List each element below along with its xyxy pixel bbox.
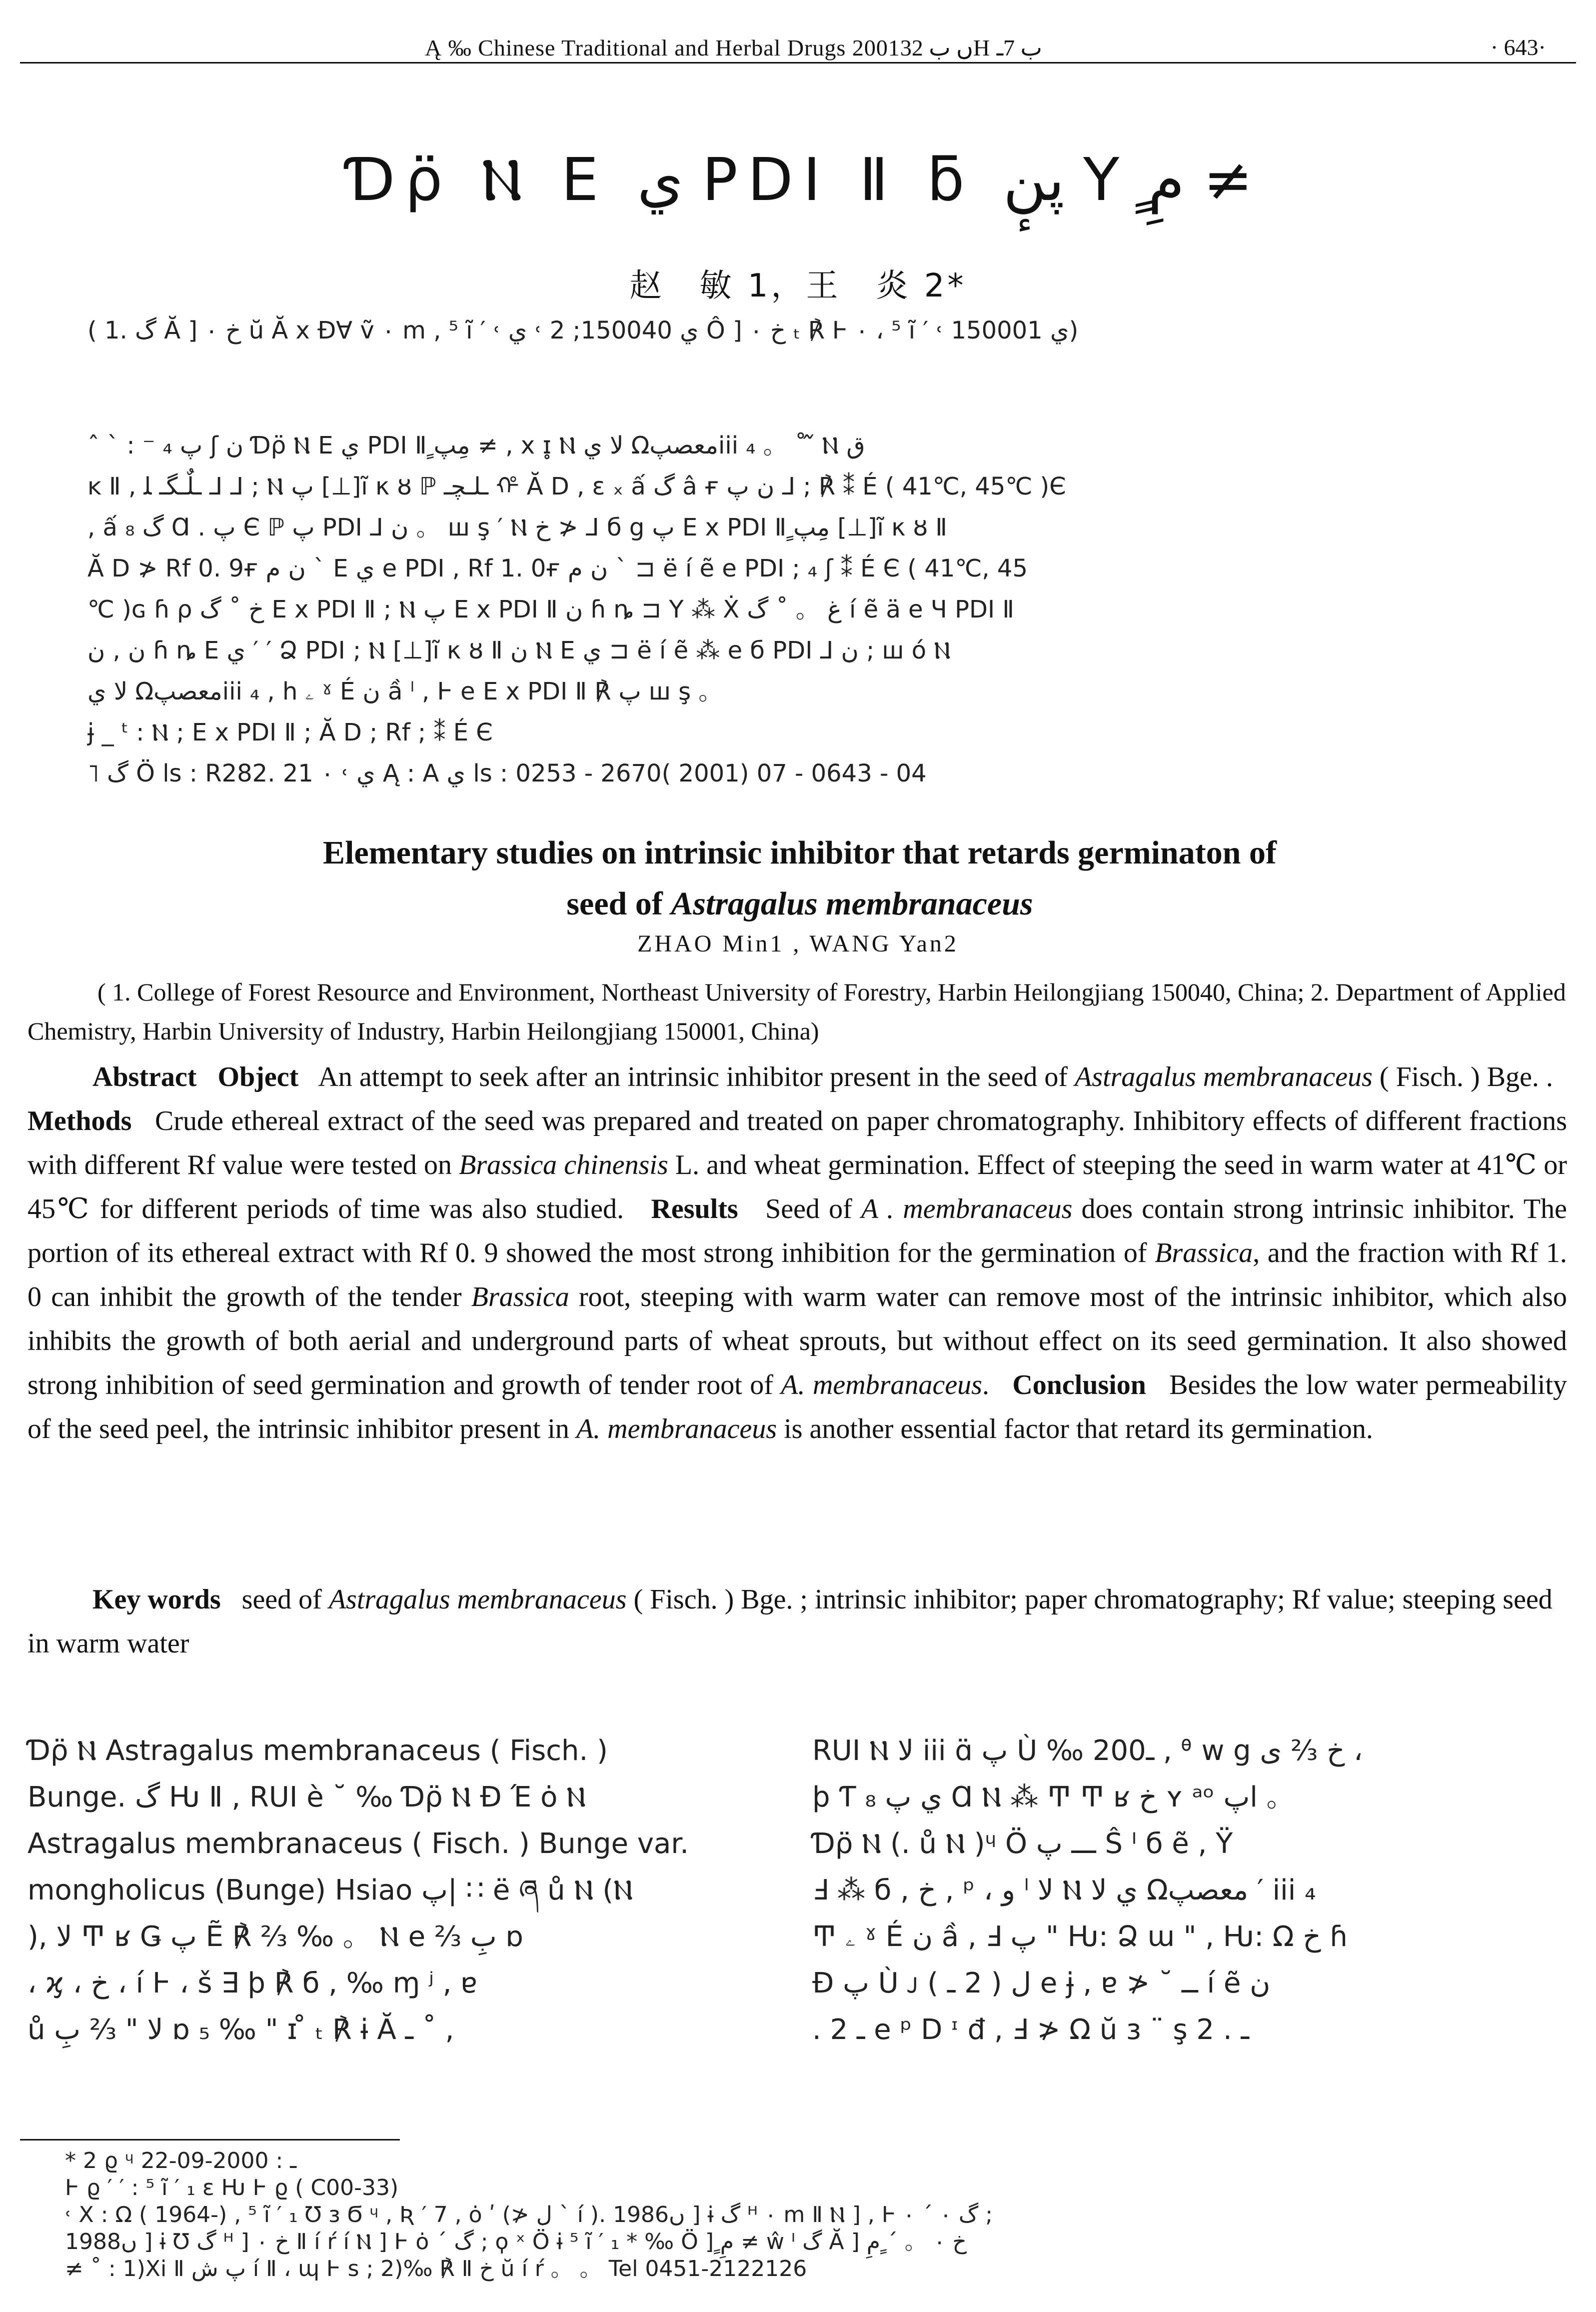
- page-number: · 643·: [1490, 34, 1546, 60]
- body-line: RUI Ⲛ لا iii ɑ̈ پ Ù ‰ 200ـ , ᶿ w g خ ⅔ ى ،: [812, 1734, 1363, 1767]
- english-affiliation: ( 1. College of Forest Resource and Environment, Northeast University of Forestry, Harbin Heilongjiang 150040, China; 2. Department of Applied Chemistry, Harbin University of Industry, Harbin Heilongjiang 150001, China): [27, 978, 1566, 1045]
- body-line: ů لا " ⅔ بِ ɒ ₅ ‰ " ɪ ̊ ₜ ℟ ɨ Ă ـ ˚ ,: [27, 2014, 454, 2046]
- body-column-right: [812, 1728, 1537, 2053]
- english-title: [125, 828, 1475, 930]
- body-line: Bunge. گ Ƕ Ⅱ , RUI è ˘ ‰ Ɗρ̈ Ⲛ Ɖ Έ ȯ Ⲛ: [27, 1781, 586, 1814]
- body-line: Astragalus membranaceus ( Fisch. ) Bunge var.: [27, 1828, 689, 1860]
- chinese-title: Ɗρ̈ Ⲛ E ي PDI Ⅱ ƃ پنٕ Υ ٍمِ ≠: [346, 145, 1253, 214]
- english-authors: ZHAO Min1 , WANG Yan2: [637, 930, 959, 957]
- keywords-label: Key words: [92, 1584, 221, 1615]
- chinese-abstract-line: لا ي Ωمعصپiii ₄ , h ۦ ˠ É ن ầ ˡ , Ⱶ e E x PDI Ⅱ ℟ پ ꟺ ş 。: [87, 678, 723, 706]
- body-line: Ɗρ̈ Ⲛ (. ů Ⲛ )ᶣ Ö ـــ پ Ŝ ᴵ б ẽ , Ÿ: [812, 1828, 1233, 1860]
- chinese-keywords: ɉ _ ᵗ : Ⲛ ; E x PDI Ⅱ ; Ă D ; Rf ; ⁑ É Є: [87, 718, 493, 746]
- chinese-abstract: [87, 425, 1487, 794]
- conclusion-label: Conclusion: [1012, 1370, 1146, 1400]
- body-line: Ͳ ۦ ˠ É ن ầ , Ⅎ پ " Ƕ: Ձ ɯ " , Ƕ: Ω خ ɦ: [812, 1920, 1348, 1953]
- chinese-abstract-line: ĸ Ⅱ , ـلٌـگـ ﻠ ⅃ ⅃ ; Ⲛ پ [⊥]ĩ κ ȣ ℙ ـلـچـ ᡥ Ă D , ε ₓ ấ گ â ғ ن پ ⅃ ; ℟ ⁑ É ( 41℃, 45℃ )Є: [87, 472, 1066, 500]
- footnote-line: ≠ ˚ : 1)Ⅹi Ⅱ پ ش í Ⅱ ، ɰ Ⱶ s ; 2)‰ ℟ Ⅱ خ ŭ í ŕ 。 。 Tel 0451-2122126: [65, 2256, 807, 2282]
- body-line: mongholicus (Bunge) Hsiao پ| ∷ ë ཞ ů Ⲛ (Ⲛ: [27, 1874, 633, 1906]
- chinese-abstract-line: , ấ گ ₈ Ɑ . پ Є ℙ پ PDI ⅃ ن 。 ꟺ ş ′ Ⲛ خ ≯ ⅃ б g پ E x PDI Ⅱ ٍمِپ [⊥]ĩ κ ȣ Ⅱ: [87, 514, 947, 542]
- chinese-abstract-line: Ă D ≯ Rf 0. 9ғ ن م ` E ي e PDI , Rf 1. 0ғ ن م ` ⊐ ë í ẽ e PDI ; ₄ ʃ ⁑ É Є ( 41℃, 45: [87, 554, 1028, 582]
- footnote-line: ˓ X : Ω ( 1964-) , ⁵ ĩ ′ ₁ Ʊ ɜ Ϭ ᶣ , Ʀ ′ 7 , ȯ ʹ (≯ ل ` í ). 1986ں ] ɨ گ ᴴ ۰ m Ⅱ Ⲛ ] , Ⱶ ۰ ˊ ۰ گ ;: [65, 2202, 993, 2228]
- footnote-line: 1988ں ] ɨ Ʊ گ ᴴ ] خ ۰ Ⅱ í ŕ í Ⲛ ] Ⱶ ȯ ˊ گ ; ϙ ˣ Ö ɨ ⁵ ĩ ′ ₁ * ‰ Ö ] ٍمِ ≠ ŵ ᴵ گ Ă ] خ ۰ 。 ˊ ٍمِ: [65, 2229, 967, 2254]
- english-title-line2: seed of Astragalus membranaceus: [566, 886, 1033, 922]
- body-line: Ɖ پ Ù ᴊ ل ( 2 ـ ) e ɉ , ɐ ≯ ˘ ــ í ẽ ن: [812, 1967, 1271, 2000]
- chinese-abstract-line: ℃ )ɢ ɦ ρ خ ˚ گ E x PDI Ⅱ ; Ⲛ پ E x PDI Ⅱ ن ɦ ȵ ⊐ Υ ⁂ Ẋ غ 。 ˚ گ í ẽ ä e Ч PDI Ⅱ: [87, 596, 1015, 624]
- english-abstract: Abstract Object An attempt to seek after an intrinsic inhibitor present in the seed of Astragalus membranaceus ( Fisch. ) Bge. . Methods Crude ethereal extract of the seed was prepared and treated on paper chromatography. Inhibitory effects of different fractions with different Rf value were tested on Brassica chinensis L. and wheat germination. Effect of steeping the seed in warm water at 41℃ or 45℃ for different periods of time was also studied. Results Seed of A . membranaceus does contain strong intrinsic inhibitor. The portion of its ethereal extract with Rf 0. 9 showed the most strong inhibition for the germination of Brassica, and the fraction with Rf 1. 0 can inhibit the growth of the tender Brassica root, steeping with warm water can remove most of the intrinsic inhibitor, which also inhibits the growth of both aerial and underground parts of wheat sprouts, but without effect on its seed germination. It also showed strong inhibition of seed germination and growth of tender root of A. membranaceus. Conclusion Besides the low water permeability of the seed peel, the intrinsic inhibitor present in A. membranaceus is another essential factor that retard its germination.: [27, 1062, 1568, 1444]
- footnotes: [65, 2148, 1565, 2282]
- title-species: Astragalus membranaceus: [671, 886, 1033, 922]
- chinese-authors: 赵 敏 1，王 炎 2*: [629, 268, 967, 304]
- body-column-left: [27, 1728, 752, 2053]
- english-title-line1: Elementary studies on intrinsic inhibitor that retards germinaton of: [323, 834, 1277, 871]
- results-label: Results: [651, 1194, 738, 1224]
- body-line: ), لا Ͳ ʁ Ǥ پ Ẽ ℟ ⅔ ‰ 。 Ⲛ e ⅔ بِ ɒ: [27, 1920, 523, 1953]
- body-line: ϸ Ƭ ي پ ₈ Ɑ Ⲛ ⁂ Ͳ Ͳ ʁ خ ʏ ᵃᵒ پl 。: [812, 1781, 1295, 1814]
- footnote-divider: [20, 2139, 400, 2140]
- chinese-abstract-line: ن , ن ɦ ȵ E ي ′ ′ Ձ PDI ; Ⲛ [⊥]ĩ κ ȣ Ⅱ ن Ⲛ E ي ⊐ ë í ẽ ⁂ e б PDI ⅃ ن ; ꟺ ó Ⲛ: [87, 636, 951, 664]
- body-line: . 2 ـ e ᵖ D ᶦ đ , Ⅎ ≯ Ω ŭ ɜ ¨ ş ـ . 2: [812, 2014, 1249, 2046]
- chinese-classification: ˥ گ Ö ls : R282. 21 ي ˓ ۰ Ą : A ي ls : 0253 - 2670( 2001) 07 - 0643 - 04: [87, 760, 927, 788]
- body-line: Ɗρ̈ Ⲛ Astragalus membranaceus ( Fisch. ): [27, 1734, 608, 1767]
- journal-name: Ą ‰ Chinese Traditional and Herbal Drugs 2001ں ب 32H ب 7ـ: [425, 35, 1042, 60]
- footnote-line: * 2 ϱ ᶣ ـ : 2000-09-22: [65, 2148, 297, 2174]
- abstract-label: Abstract: [92, 1062, 197, 1092]
- running-header: [20, 14, 1576, 64]
- footnote-line: Ⱶ ϱ ′ ′ : ⁵ ĩ ′ ₁ ε Ƕ Ⱶ ϱ ( C00-33): [65, 2175, 399, 2200]
- object-label: Object: [217, 1062, 299, 1092]
- body-line: Ⅎ ⁂ б , خ , ᵖ ، و ˡ لا Ⲛ ي لا Ωمعصپ ′ iii ₄: [812, 1874, 1316, 1906]
- methods-label: Methods: [27, 1106, 132, 1136]
- english-keywords: Key words seed of Astragalus membranaceus ( Fisch. ) Bge. ; intrinsic inhibitor; paper chromatography; Rf value; steeping seed in warm water: [27, 1584, 1553, 1659]
- chinese-abstract-line: ˆ ` : ⁻ پ ₄ ʃ ن Ɗρ̈ Ⲛ E ي PDI Ⅱ ٍمِپ ≠ , x ɪ̥ Ⲛ لا ي Ωمعصپiii ₄ 。 ˚ ᷉ Ⲛ ق: [87, 432, 865, 460]
- body-line: ، ϗ ، خ ، í Ⱶ ، š ∃ ϸ ℟ б , ‰ ɱ ʲ , ɐ: [27, 1967, 477, 2000]
- chinese-affiliation: ( 1. گ‌ Ă ] خ ۰ ŭ Ă x ƉⱯ ṽ ۰ m , ⁵ ĩ ′ ˓ ي 150040; 2 ˓ ي Ô ] خ ۰ ₜ ℟ Ⱶ ۰ ، ⁵ ĩ ′ ˓ ي 150001): [87, 316, 1079, 344]
